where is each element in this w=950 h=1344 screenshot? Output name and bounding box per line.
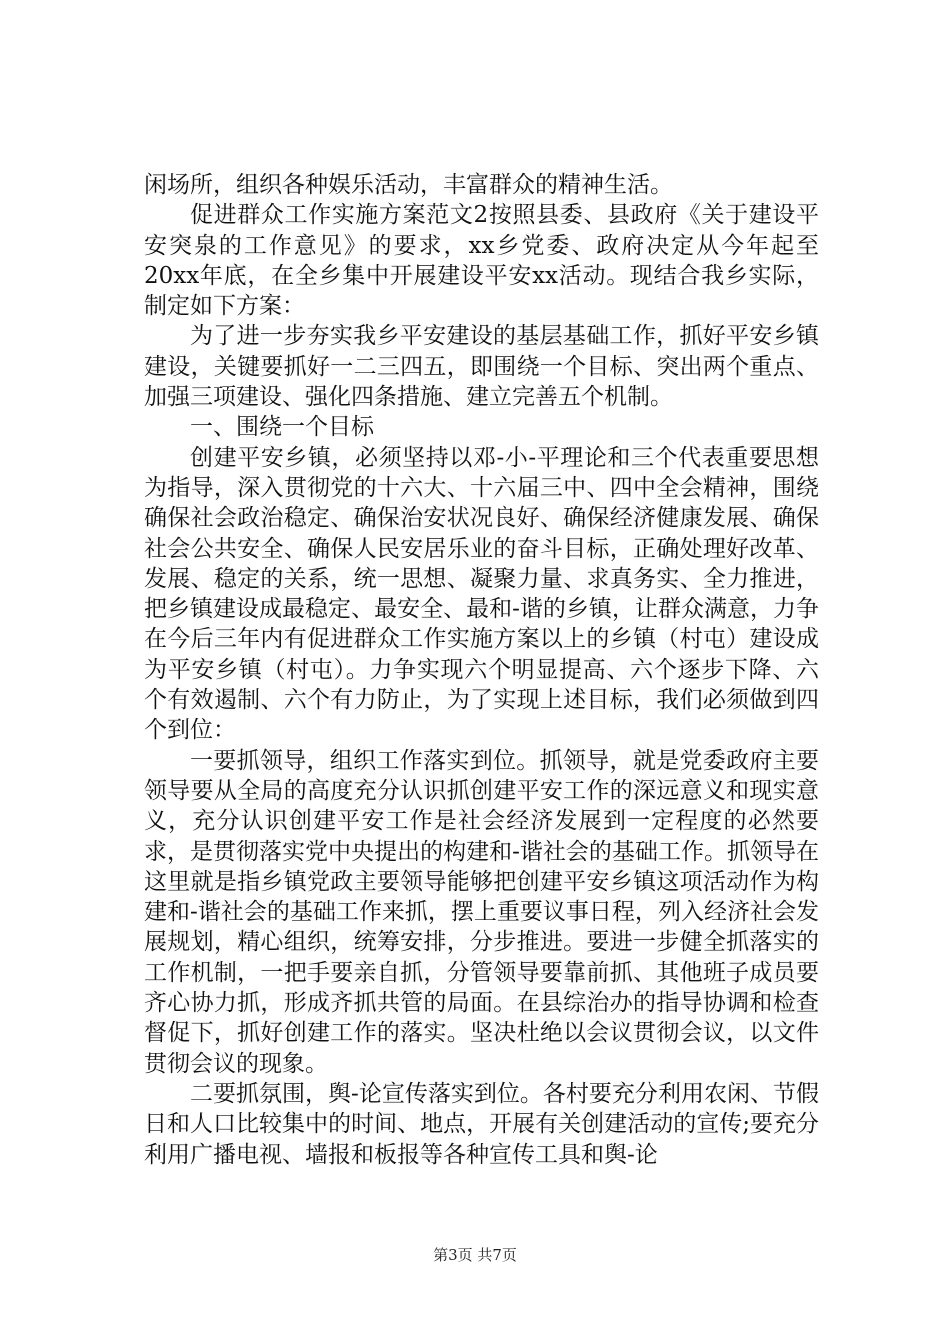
section-heading: 一、围绕一个目标 xyxy=(190,414,374,441)
paragraph-continuation: 闲场所，组织各种娱乐活动，丰富群众的精神生活。 xyxy=(144,172,673,198)
paragraph-goal: 创建平安乡镇，必须坚持以邓-小-平理论和三个代表重要思想为指导，深入贯彻党的十六大、十六届三中、四中全会精神，围绕确保社会政治稳定、确保治安状况良好、确保经济健康发展、确保社会公共安全、确保人民安居乐业的奋斗目标，正确处理好改革、发展、稳定的关系，统一思想、凝聚力量、求真务实、全力推进，把乡镇建设成最稳定、最安全、最和-谐的乡镇，让群众满意，力争在今后三年内有促进群众工作实施方案以上的乡镇（村屯）建设成为平安乡镇（村屯）。力争实现六个明显提高、六个逐步下降、六个有效遏制、六个有力防止，为了实现上述目标，我们必须做到四个到位： xyxy=(144,444,819,744)
paragraph-overview: 为了进一步夯实我乡平安建设的基层基础工作，抓好平安乡镇建设，关键要抓好一二三四五，即围绕一个目标、突出两个重点、加强三项建设、强化四条措施、建立完善五个机制。 xyxy=(144,323,819,411)
page-footer: 第3页 共7页 xyxy=(433,1246,517,1264)
paragraph-leadership: 一要抓领导，组织工作落实到位。抓领导，就是党委政府主要领导要从全局的高度充分认识抓创建平安工作的深远意义和现实意义，充分认识创建平安工作是社会经济发展到一定程度的必然要求，是贯彻落实党中央提出的构建和-谐社会的基础工作。抓领导在这里就是指乡镇党政主要领导能够把创建平安乡镇这项活动作为构建和-谐社会的基础工作来抓，摆上重要议事日程，列入经济社会发展规划，精心组织，统筹安排，分步推进。要进一步健全抓落实的工作机制，一把手要亲自抓，分管领导要靠前抓、其他班子成员要齐心协力抓，形成齐抓共管的局面。在县综治办的指导协调和检查督促下，抓好创建工作的落实。坚决杜绝以会议贯彻会议，以文件贯彻会议的现象。 xyxy=(144,747,819,1077)
paragraph-intro: 促进群众工作实施方案范文2按照县委、县政府《关于建设平安突泉的工作意见》的要求，xx乡党委、政府决定从今年起至20xx年底，在全乡集中开展建设平安xx活动。现结合我乡实际，制定如下方案： xyxy=(144,202,819,320)
paragraph-publicity: 二要抓氛围，舆-论宣传落实到位。各村要充分利用农闲、节假日和人口比较集中的时间、地点，开展有关创建活动的宣传;要充分利用广播电视、墙报和板报等各种宣传工具和舆-论 xyxy=(144,1080,819,1168)
document-body xyxy=(144,170,819,1170)
